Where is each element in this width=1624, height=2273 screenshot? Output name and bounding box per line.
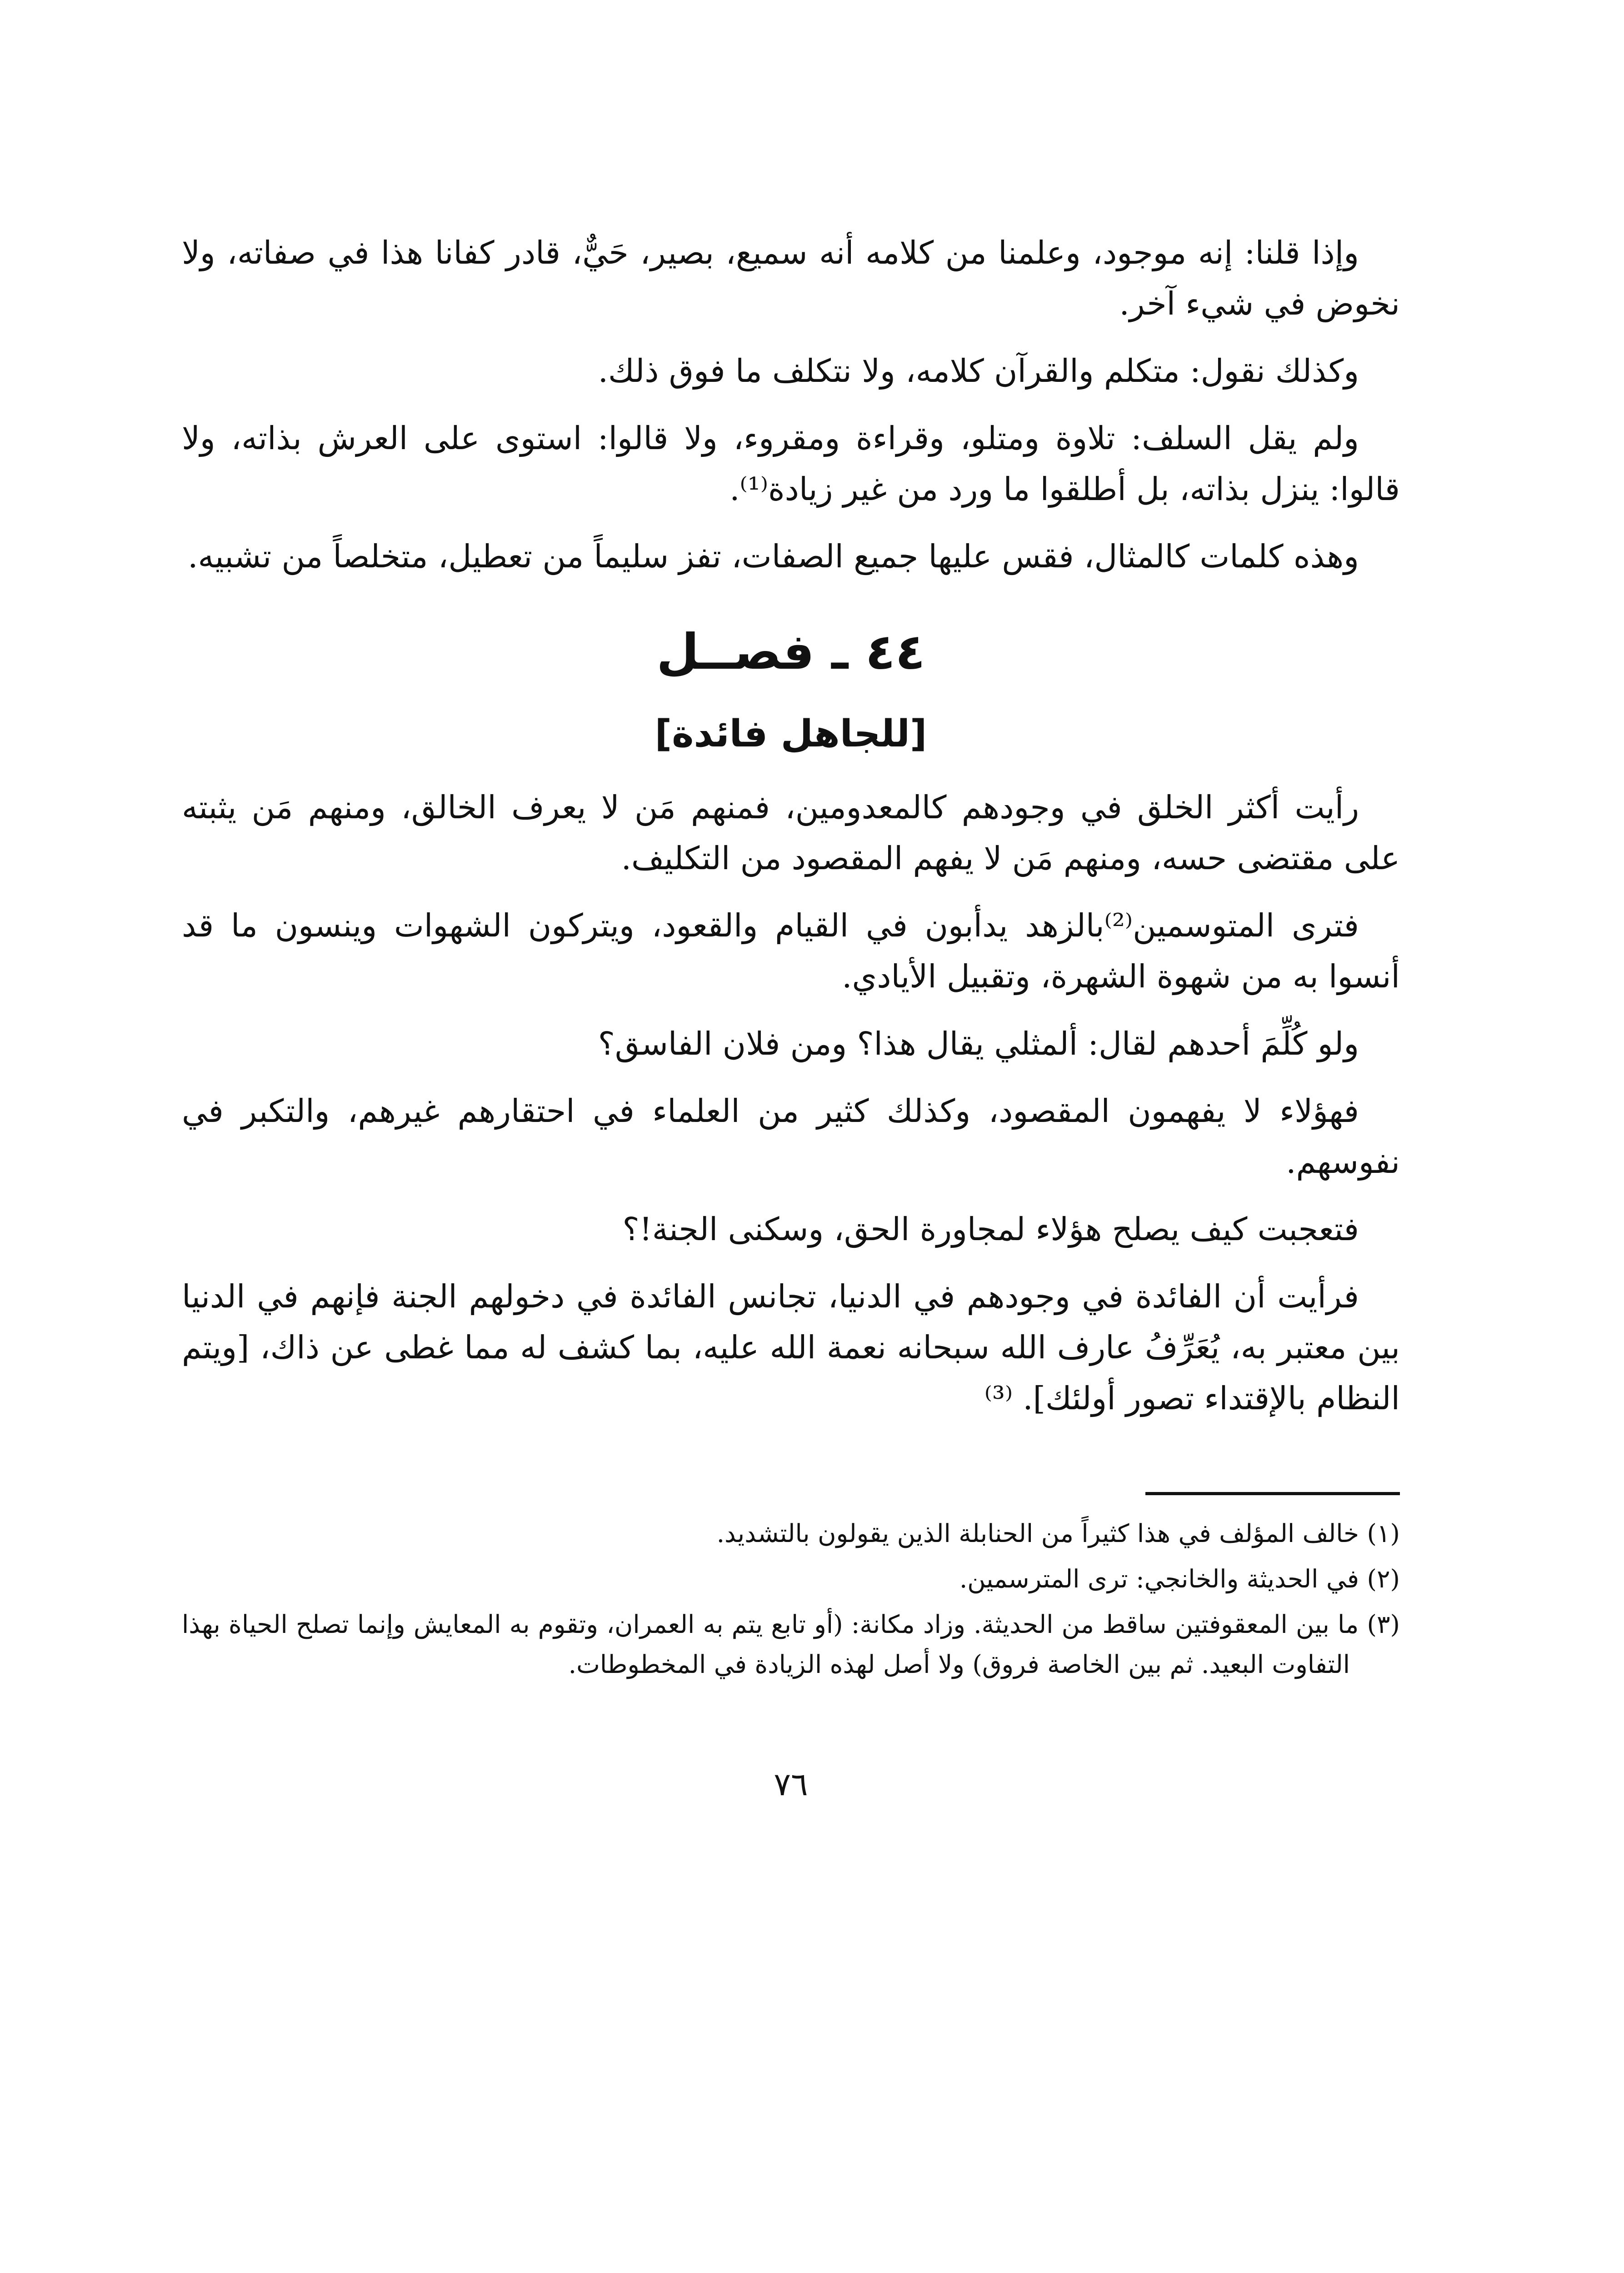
footnote: (١) خالف المؤلف في هذا كثيراً من الحنابلة الذين يقولون بالتشديد. [716, 1519, 1400, 1548]
top-section [182, 227, 1400, 582]
chapter-heading-block [182, 618, 1400, 764]
footnotes [182, 1513, 1400, 1684]
paragraph: فهؤلاء لا يفهمون المقصود، وكذلك كثير من العلماء في احتقارهم غيرهم، والتكبر في نفوسهم. [182, 1092, 1400, 1181]
paragraph: فتعجبت كيف يصلح هؤلاء لمجاورة الحق، وسكنى الجنة!؟ [622, 1211, 1359, 1248]
paragraph: ولو كُلِّمَ أحدهم لقال: ألمثلي يقال هذا؟ ومن فلان الفاسق؟ [598, 1025, 1359, 1062]
footnote: (٢) في الحديثة والخانجي: ترى المترسمين. [959, 1564, 1400, 1593]
chapter-body [182, 782, 1400, 1424]
page-number: ٧٦ [774, 1766, 808, 1803]
paragraph: وهذه كلمات كالمثال، فقس عليها جميع الصفات، تفز سليماً من تعطيل، متخلصاً من تشبيه. [188, 538, 1359, 575]
footnote: (٣) ما بين المعقوفتين ساقط من الحديثة. وزاد مكانة: (أو تابع يتم به العمران، وتقوم به المعايش وإنما تصلح الحياة بهذا التفاوت البعيد. ثم بين الخاصة فروق) ولا أصل لهذه الزيادة في المخطوطات. [182, 1610, 1400, 1679]
chapter-heading: ٤٤ ـ فصــل [656, 624, 925, 681]
paragraph: فترى المتوسمين⁽²⁾بالزهد يدأبون في القيام والقعود، ويتركون الشهوات وينسون ما قد أنسوا به من شهوة الشهرة، وتقبيل الأيادي. [182, 907, 1400, 995]
paragraph: وإذا قلنا: إنه موجود، وعلمنا من كلامه أنه سميع، بصير، حَيٌّ، قادر كفانا هذا في صفاته، ولا نخوض في شيء آخر. [182, 234, 1400, 322]
chapter-subheading: [للجاهل فائدة] [655, 712, 927, 756]
book-page [182, 227, 1400, 1807]
paragraph: ولم يقل السلف: تلاوة ومتلو، وقراءة ومقروء، ولا قالوا: استوى على العرش بذاته، ولا قالوا: ينزل بذاته، بل أطلقوا ما ورد من غير زيادة⁽¹⁾. [182, 420, 1400, 508]
footnote-divider [1145, 1492, 1400, 1495]
paragraph: وكذلك نقول: متكلم والقرآن كلامه، ولا نتكلف ما فوق ذلك. [598, 352, 1359, 390]
paragraph: فرأيت أن الفائدة في وجودهم في الدنيا، تجانس الفائدة في دخولهم الجنة فإنهم في الدنيا بين معتبر به، يُعَرِّفُ عارف الله سبحانه نعمة الله عليه، بما كشف له مما غطى عن ذاك، [ويتم النظام بالإقتداء تصور أولئك]. ⁽³⁾ [182, 1278, 1400, 1417]
paragraph: رأيت أكثر الخلق في وجودهم كالمعدومين، فمنهم مَن لا يعرف الخالق، ومنهم مَن يثبته على مقتضى حسه، ومنهم مَن لا يفهم المقصود من التكليف. [182, 789, 1400, 877]
